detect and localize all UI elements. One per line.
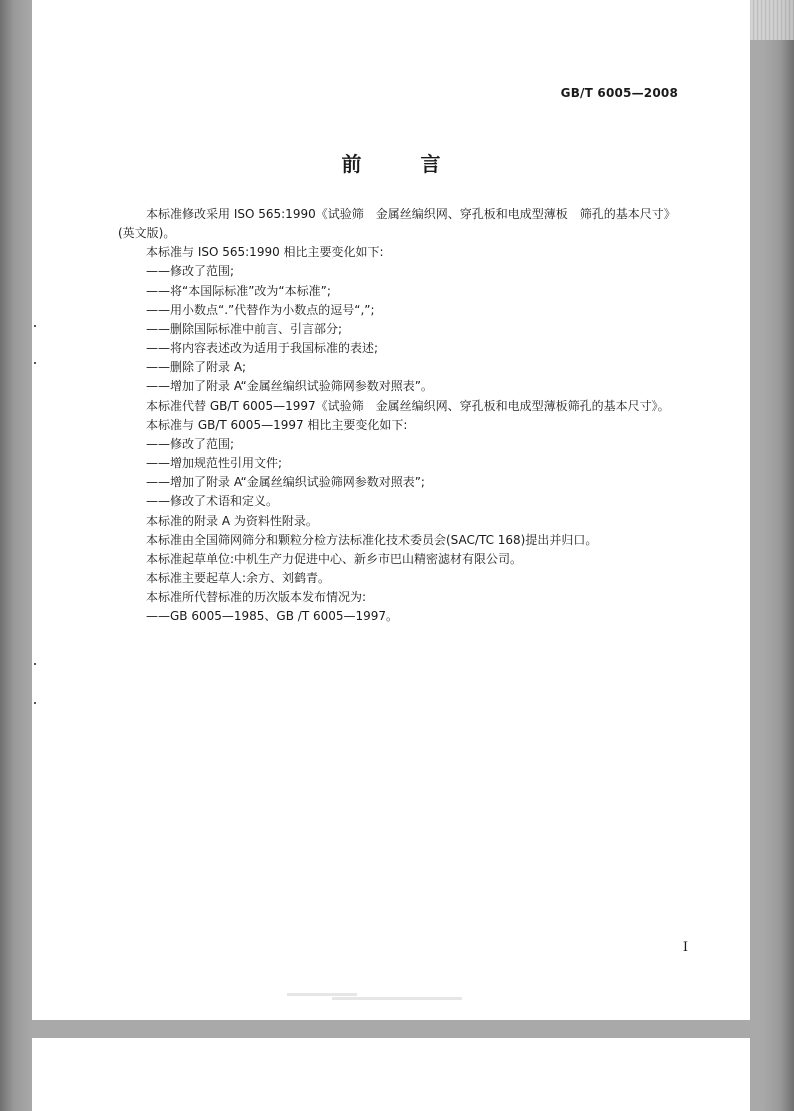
- list-item: ——修改了范围;: [146, 436, 235, 451]
- list-item: ——修改了术语和定义。: [146, 494, 279, 509]
- list-item: ——用小数点“.”代替作为小数点的逗号“,”;: [146, 302, 375, 317]
- paragraph: 本标准由全国筛网筛分和颗粒分检方法标准化技术委员会(SAC/TC 168)提出并归口。: [146, 532, 598, 547]
- paragraph: 本标准代替 GB/T 6005—1997《试验筛 金属丝编织网、穿孔板和电成型薄板筛孔的基本尺寸》。: [146, 398, 670, 413]
- list-item: ——增加了附录 A“金属丝编织试验筛网参数对照表”;: [146, 475, 425, 490]
- scan-dot: [34, 362, 36, 364]
- paragraph: 本标准修改采用 ISO 565:1990《试验筛 金属丝编织网、穿孔板和电成型薄板 筛孔的基本尺寸》: [146, 207, 676, 221]
- scan-edge-artifact: [750, 0, 794, 40]
- list-item: ——增加规范性引用文件;: [146, 456, 283, 471]
- paragraph-continuation: (英文版)。: [118, 226, 176, 241]
- scan-dot: [34, 325, 36, 327]
- paragraph: 本标准的附录 A 为资料性附录。: [146, 513, 318, 528]
- paragraph: 本标准起草单位:中机生产力促进中心、新乡市巴山精密滤材有限公司。: [146, 551, 523, 566]
- scan-dot: [34, 663, 36, 665]
- list-item: ——增加了附录 A“金属丝编织试验筛网参数对照表”。: [146, 379, 433, 394]
- standard-code: GB/T 6005—2008: [560, 86, 678, 100]
- foreword-body: [118, 205, 708, 626]
- list-item: ——将“本国际标准”改为“本标准”;: [146, 283, 331, 298]
- list-item: ——删除国际标准中前言、引言部分;: [146, 321, 343, 336]
- paragraph: 本标准所代替标准的历次版本发布情况为:: [146, 590, 367, 605]
- paragraph: 本标准与 GB/T 6005—1997 相比主要变化如下:: [146, 417, 408, 432]
- list-item: ——GB 6005—1985、GB /T 6005—1997。: [146, 609, 399, 624]
- scan-smudge: [287, 993, 357, 996]
- paragraph: 本标准与 ISO 565:1990 相比主要变化如下:: [146, 245, 384, 260]
- document-page: [32, 0, 750, 1020]
- list-item: ——删除了附录 A;: [146, 360, 247, 375]
- page-title: 前 言: [341, 152, 467, 176]
- page-number: I: [682, 940, 688, 955]
- scan-dot: [34, 702, 36, 704]
- list-item: ——修改了范围;: [146, 264, 235, 279]
- paragraph: 本标准主要起草人:余方、刘鹤青。: [146, 570, 331, 585]
- list-item: ——将内容表述改为适用于我国标准的表述;: [146, 341, 379, 356]
- scan-smudge: [332, 997, 462, 1000]
- next-page-edge: [32, 1038, 750, 1111]
